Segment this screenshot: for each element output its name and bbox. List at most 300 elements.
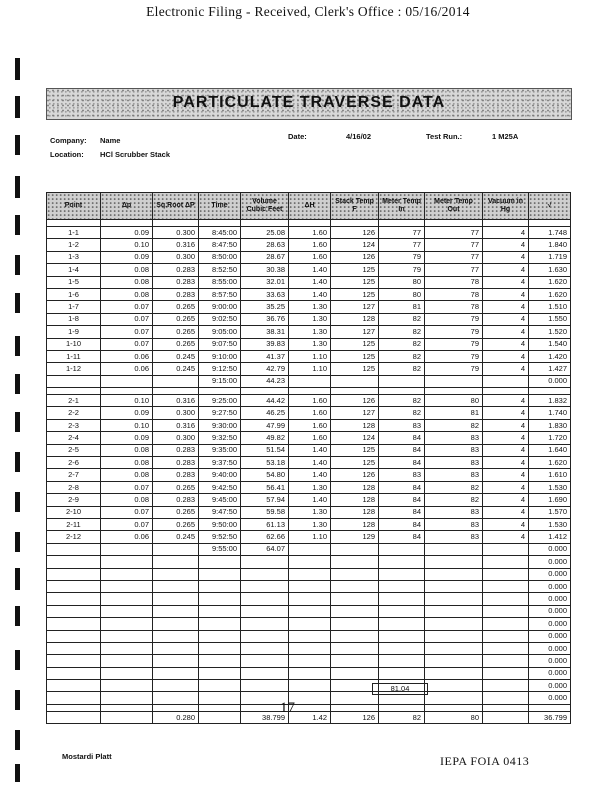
table-row <box>47 556 571 568</box>
table-cell: 4 <box>483 481 529 493</box>
table-cell <box>101 642 153 654</box>
table-cell <box>425 605 483 617</box>
table-cell: 0.07 <box>101 518 153 530</box>
table-cell: 1.830 <box>529 419 571 431</box>
table-cell: 83 <box>379 469 425 481</box>
table-cell <box>331 667 379 679</box>
table-cell <box>199 667 241 679</box>
table-row <box>47 338 571 350</box>
table-cell: 1.60 <box>289 432 331 444</box>
table-cell <box>101 711 153 723</box>
table-cell: 1.640 <box>529 444 571 456</box>
table-cell: 0.265 <box>153 301 199 313</box>
table-cell <box>331 568 379 580</box>
table-cell: 1.520 <box>529 326 571 338</box>
table-cell: 125 <box>331 444 379 456</box>
table-cell: 77 <box>379 239 425 251</box>
table-cell: 83 <box>425 531 483 543</box>
table-cell: 0.10 <box>101 419 153 431</box>
table-cell: 1.30 <box>289 338 331 350</box>
table-row <box>47 692 571 704</box>
table-row <box>47 518 571 530</box>
table-cell <box>199 655 241 667</box>
meter-temp-average: 81.04 <box>372 683 428 695</box>
table-cell <box>483 580 529 592</box>
company-label: Company: <box>50 136 87 145</box>
table-cell: 4 <box>483 338 529 350</box>
table-cell: 79 <box>425 363 483 375</box>
table-cell: 1.30 <box>289 326 331 338</box>
table-cell: 0.07 <box>101 313 153 325</box>
table-cell: 1.30 <box>289 301 331 313</box>
table-cell: 4 <box>483 326 529 338</box>
table-cell: 1.40 <box>289 264 331 276</box>
table-cell <box>379 618 425 630</box>
table-cell <box>483 642 529 654</box>
table-cell <box>425 543 483 555</box>
table-cell <box>483 220 529 227</box>
table-cell <box>199 605 241 617</box>
table-cell: 82 <box>425 481 483 493</box>
table-row <box>47 580 571 592</box>
table-cell <box>47 655 101 667</box>
table-cell: 1-6 <box>47 288 101 300</box>
table-row <box>47 680 571 692</box>
table-cell: 126 <box>331 469 379 481</box>
table-cell: 1.832 <box>529 395 571 407</box>
table-cell <box>483 667 529 679</box>
table-cell <box>331 655 379 667</box>
table-cell <box>483 593 529 605</box>
table-cell <box>331 630 379 642</box>
page-number: 17 <box>280 700 295 716</box>
table-cell: 9:12:50 <box>199 363 241 375</box>
table-cell <box>529 388 571 395</box>
foia-stamp: IEPA FOIA 0413 <box>440 754 530 768</box>
table-row <box>47 481 571 493</box>
table-cell: 83 <box>425 444 483 456</box>
binder-mark <box>15 606 20 626</box>
binder-mark <box>15 176 20 198</box>
table-cell: 80 <box>379 288 425 300</box>
table-cell: 1.60 <box>289 419 331 431</box>
table-cell: 1.60 <box>289 395 331 407</box>
table-cell <box>241 642 289 654</box>
table-cell: 1-10 <box>47 338 101 350</box>
table-cell <box>425 655 483 667</box>
table-row <box>47 593 571 605</box>
table-cell: 126 <box>331 227 379 239</box>
table-cell <box>331 375 379 387</box>
table-row <box>47 506 571 518</box>
table-cell <box>47 543 101 555</box>
table-cell: 128 <box>331 518 379 530</box>
table-cell: 0.300 <box>153 407 199 419</box>
table-cell: 0.000 <box>529 593 571 605</box>
table-cell <box>379 580 425 592</box>
table-cell: 0.08 <box>101 494 153 506</box>
table-cell <box>47 680 101 692</box>
table-cell: 0.000 <box>529 667 571 679</box>
test-run-value: 1 M25A <box>492 132 519 141</box>
table-cell: 0.08 <box>101 444 153 456</box>
table-row <box>47 568 571 580</box>
table-cell <box>199 220 241 227</box>
table-cell: 35.25 <box>241 301 289 313</box>
table-cell: 0.000 <box>529 692 571 704</box>
table-cell <box>101 630 153 642</box>
table-cell: 0.000 <box>529 543 571 555</box>
table-cell: 0.283 <box>153 494 199 506</box>
table-cell <box>425 692 483 704</box>
binder-mark <box>15 764 20 782</box>
spacer-row <box>47 704 571 711</box>
binder-mark <box>15 135 20 155</box>
table-cell: 38.31 <box>241 326 289 338</box>
table-cell <box>199 630 241 642</box>
test-run-label: Test Run.: <box>426 132 463 141</box>
location-value: HCl Scrubber Stack <box>100 150 171 159</box>
table-cell: 79 <box>379 264 425 276</box>
table-cell: 125 <box>331 276 379 288</box>
date-label: Date: <box>288 132 307 141</box>
table-cell <box>199 618 241 630</box>
table-cell: 2-9 <box>47 494 101 506</box>
table-cell: 0.07 <box>101 481 153 493</box>
table-cell: 125 <box>331 288 379 300</box>
table-cell: 9:30:00 <box>199 419 241 431</box>
binder-mark <box>15 532 20 552</box>
table-cell <box>483 388 529 395</box>
table-cell <box>425 593 483 605</box>
table-cell: 125 <box>331 338 379 350</box>
table-row <box>47 407 571 419</box>
table-cell <box>379 655 425 667</box>
table-cell <box>101 680 153 692</box>
table-cell: 57.94 <box>241 494 289 506</box>
table-cell: 4 <box>483 395 529 407</box>
table-cell <box>101 692 153 704</box>
table-cell <box>483 556 529 568</box>
table-cell <box>153 618 199 630</box>
table-cell: 1.720 <box>529 432 571 444</box>
table-cell: 28.67 <box>241 251 289 263</box>
table-cell: 0.07 <box>101 326 153 338</box>
table-cell: 4 <box>483 518 529 530</box>
table-row <box>47 667 571 679</box>
table-cell: 1-5 <box>47 276 101 288</box>
table-row <box>47 276 571 288</box>
table-cell <box>241 655 289 667</box>
table-cell <box>331 642 379 654</box>
table-cell: 33.63 <box>241 288 289 300</box>
table-cell: 62.66 <box>241 531 289 543</box>
table-cell <box>101 655 153 667</box>
table-cell: 2-5 <box>47 444 101 456</box>
table-cell: 0.300 <box>153 251 199 263</box>
table-cell: 0.265 <box>153 338 199 350</box>
table-cell <box>101 593 153 605</box>
column-header: Sq.Root ΔP <box>153 193 199 220</box>
table-cell <box>425 375 483 387</box>
table-cell: 0.300 <box>153 432 199 444</box>
table-cell <box>47 642 101 654</box>
table-cell: 125 <box>331 457 379 469</box>
table-cell <box>379 667 425 679</box>
table-cell: 1-8 <box>47 313 101 325</box>
table-cell: 1.412 <box>529 531 571 543</box>
table-cell: 1.30 <box>289 518 331 530</box>
table-cell: 1.40 <box>289 288 331 300</box>
table-cell: 8:45:00 <box>199 227 241 239</box>
table-cell: 84 <box>379 457 425 469</box>
table-cell: 0.283 <box>153 469 199 481</box>
table-row <box>47 444 571 456</box>
table-row <box>47 313 571 325</box>
table-cell <box>47 580 101 592</box>
table-cell <box>241 220 289 227</box>
table-cell <box>101 580 153 592</box>
table-cell: 0.300 <box>153 227 199 239</box>
table-cell: 4 <box>483 457 529 469</box>
table-cell <box>153 568 199 580</box>
table-row <box>47 531 571 543</box>
table-cell: 83 <box>425 457 483 469</box>
table-cell: 64.07 <box>241 543 289 555</box>
table-cell: 0.283 <box>153 276 199 288</box>
table-cell: 0.265 <box>153 518 199 530</box>
column-header: Volume Cubic Feet <box>241 193 289 220</box>
table-cell <box>241 556 289 568</box>
table-cell <box>101 556 153 568</box>
table-cell: 82 <box>379 326 425 338</box>
table-cell <box>425 704 483 711</box>
table-cell: 82 <box>379 711 425 723</box>
spacer-row <box>47 388 571 395</box>
table-row <box>47 395 571 407</box>
table-cell <box>47 630 101 642</box>
table-cell <box>153 580 199 592</box>
table-cell <box>425 667 483 679</box>
table-cell: 1.530 <box>529 481 571 493</box>
table-cell: 77 <box>425 264 483 276</box>
table-row <box>47 494 571 506</box>
table-cell <box>153 556 199 568</box>
table-cell: 9:25:00 <box>199 395 241 407</box>
table-cell: 54.80 <box>241 469 289 481</box>
table-cell: 4 <box>483 276 529 288</box>
table-cell: 0.07 <box>101 506 153 518</box>
binder-mark <box>15 412 20 432</box>
table-cell: 0.000 <box>529 556 571 568</box>
table-cell: 0.08 <box>101 264 153 276</box>
table-cell: 1.620 <box>529 457 571 469</box>
table-cell: 80 <box>425 395 483 407</box>
table-cell <box>101 667 153 679</box>
table-cell: 0.265 <box>153 506 199 518</box>
table-cell: 1.10 <box>289 350 331 362</box>
table-cell: 0.000 <box>529 568 571 580</box>
table-cell: 84 <box>379 494 425 506</box>
table-cell: 0.06 <box>101 531 153 543</box>
table-cell: 82 <box>425 419 483 431</box>
table-cell: 0.283 <box>153 457 199 469</box>
table-row <box>47 301 571 313</box>
table-cell: 1.60 <box>289 251 331 263</box>
table-cell: 125 <box>331 264 379 276</box>
table-cell: 0.316 <box>153 395 199 407</box>
table-cell: 129 <box>331 531 379 543</box>
binder-mark <box>15 568 20 590</box>
table-header-row <box>47 193 571 220</box>
table-cell: 0.245 <box>153 531 199 543</box>
table-cell <box>153 655 199 667</box>
table-cell <box>379 630 425 642</box>
table-cell: 4 <box>483 506 529 518</box>
table-cell <box>331 388 379 395</box>
table-cell: 2-8 <box>47 481 101 493</box>
binder-mark <box>15 336 20 356</box>
table-cell: 9:00:00 <box>199 301 241 313</box>
table-cell: 2-1 <box>47 395 101 407</box>
table-cell: 126 <box>331 251 379 263</box>
table-cell: 1.40 <box>289 494 331 506</box>
table-cell: 0.265 <box>153 481 199 493</box>
table-cell: 9:55:00 <box>199 543 241 555</box>
table-cell: 4 <box>483 469 529 481</box>
table-cell: 2-6 <box>47 457 101 469</box>
table-cell: 1-12 <box>47 363 101 375</box>
table-cell: 78 <box>425 301 483 313</box>
table-cell: 0.000 <box>529 642 571 654</box>
table-cell <box>241 593 289 605</box>
table-cell: 77 <box>379 227 425 239</box>
table-row <box>47 469 571 481</box>
table-cell <box>289 388 331 395</box>
table-cell: 79 <box>425 313 483 325</box>
table-cell <box>379 593 425 605</box>
table-row <box>47 288 571 300</box>
column-header: Point <box>47 193 101 220</box>
table-cell: 81 <box>379 301 425 313</box>
table-cell <box>47 605 101 617</box>
column-header: Δp <box>101 193 153 220</box>
table-cell: 1.40 <box>289 444 331 456</box>
table-cell <box>425 642 483 654</box>
table-cell: 1.40 <box>289 469 331 481</box>
binder-mark <box>15 492 20 512</box>
table-cell: 42.79 <box>241 363 289 375</box>
table-cell: 36.799 <box>529 711 571 723</box>
table-cell <box>379 388 425 395</box>
table-cell: 2-10 <box>47 506 101 518</box>
table-cell: 128 <box>331 313 379 325</box>
table-row <box>47 227 571 239</box>
table-cell: 4 <box>483 227 529 239</box>
table-cell <box>289 568 331 580</box>
table-cell <box>199 580 241 592</box>
table-cell: 0.245 <box>153 350 199 362</box>
traverse-table <box>46 192 571 724</box>
table-cell: 41.37 <box>241 350 289 362</box>
table-cell <box>425 630 483 642</box>
table-cell: 0.07 <box>101 301 153 313</box>
table-cell <box>199 711 241 723</box>
table-cell: 1.60 <box>289 227 331 239</box>
table-cell: 83 <box>425 469 483 481</box>
table-cell <box>425 618 483 630</box>
table-cell: 84 <box>379 518 425 530</box>
table-cell <box>241 580 289 592</box>
table-cell: 49.82 <box>241 432 289 444</box>
table-cell: 0.000 <box>529 605 571 617</box>
table-cell: 1.550 <box>529 313 571 325</box>
table-cell: 82 <box>379 363 425 375</box>
table-cell <box>153 593 199 605</box>
table-cell: 9:05:00 <box>199 326 241 338</box>
table-cell <box>425 580 483 592</box>
table-cell: 1-7 <box>47 301 101 313</box>
table-cell: 8:57:50 <box>199 288 241 300</box>
table-cell <box>241 667 289 679</box>
table-cell: 125 <box>331 350 379 362</box>
location-label: Location: <box>50 150 84 159</box>
table-cell: 0.000 <box>529 375 571 387</box>
table-row <box>47 642 571 654</box>
table-cell: 1-11 <box>47 350 101 362</box>
binder-mark <box>15 255 20 275</box>
table-cell: 0.000 <box>529 680 571 692</box>
table-cell <box>47 220 101 227</box>
table-cell <box>47 593 101 605</box>
table-cell <box>153 605 199 617</box>
table-cell: 78 <box>425 276 483 288</box>
table-cell: 4 <box>483 494 529 506</box>
table-cell: 79 <box>425 338 483 350</box>
table-cell <box>379 543 425 555</box>
table-cell: 127 <box>331 326 379 338</box>
table-cell: 126 <box>331 711 379 723</box>
table-cell: 1-9 <box>47 326 101 338</box>
table-cell: 124 <box>331 432 379 444</box>
table-cell: 82 <box>379 350 425 362</box>
table-cell: 2-2 <box>47 407 101 419</box>
table-cell: 1.690 <box>529 494 571 506</box>
title-banner <box>46 88 572 120</box>
table-cell <box>153 704 199 711</box>
table-cell <box>241 388 289 395</box>
table-cell: 1.630 <box>529 264 571 276</box>
table-cell: 1.42 <box>289 711 331 723</box>
table-cell: 4 <box>483 531 529 543</box>
table-cell: 1.748 <box>529 227 571 239</box>
table-cell: 1.60 <box>289 407 331 419</box>
table-cell: 84 <box>379 444 425 456</box>
table-row <box>47 432 571 444</box>
table-cell: 4 <box>483 407 529 419</box>
table-cell: 1-4 <box>47 264 101 276</box>
table-cell <box>425 556 483 568</box>
table-cell: 1.620 <box>529 276 571 288</box>
table-row <box>47 419 571 431</box>
table-cell <box>289 375 331 387</box>
table-cell <box>199 680 241 692</box>
table-cell: 77 <box>425 239 483 251</box>
table-cell <box>199 556 241 568</box>
table-cell <box>289 580 331 592</box>
table-cell <box>153 692 199 704</box>
table-cell: 0.07 <box>101 338 153 350</box>
